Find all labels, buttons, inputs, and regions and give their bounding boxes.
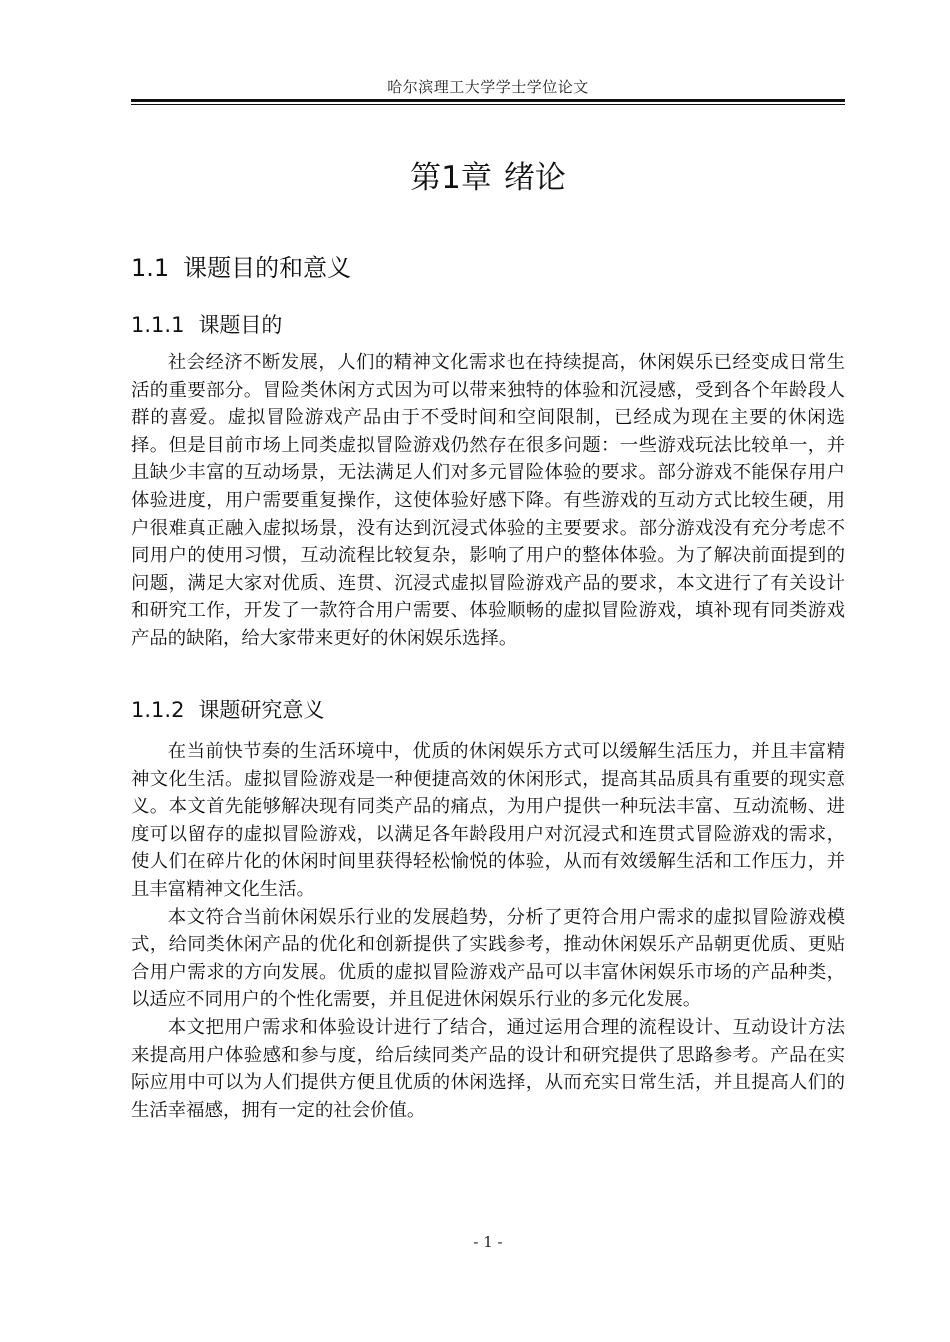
section-heading-1-1-1 (131, 309, 282, 339)
section-number: 1.1.2 (131, 698, 185, 722)
section-title: 课题研究意义 (198, 698, 325, 722)
chapter-number: 第1章 (410, 160, 492, 196)
section-number: 1.1.1 (131, 313, 185, 337)
section-heading-1-1-2 (131, 694, 324, 724)
body-paragraph: 本文符合当前休闲娱乐行业的发展趋势，分析了更符合用户需求的虚拟冒险游戏模式，给同类休闲产品的优化和创新提供了实践参考，推动休闲娱乐产品朝更优质、更贴合用户需求的方向发展。优质的虚拟冒险游戏产品可以丰富休闲娱乐市场的产品种类，以适应不同用户的个性化需要，并且促进休闲娱乐行业的多元化发展。 (131, 906, 845, 1011)
page-number: - 1 - (473, 1233, 503, 1251)
section-body-1-1-1 (131, 349, 845, 653)
running-header: 哈尔滨理工大学学士学位论文 (387, 78, 589, 96)
header-rule-thick (131, 99, 845, 102)
chapter-name: 绪论 (503, 160, 566, 196)
section-title: 课题目的 (198, 313, 283, 337)
section-number: 1.1 (131, 254, 170, 282)
section-body-1-1-2 (131, 738, 845, 1124)
body-paragraph: 社会经济不断发展，人们的精神文化需求也在持续提高，休闲娱乐已经变成日常生活的重要部分。冒险类休闲方式因为可以带来独特的体验和沉浸感，受到各个年龄段人群的喜爱。虚拟冒险游戏产品由于不受时间和空间限制，已经成为现在主要的休闲选择。但是目前市场上同类虚拟冒险游戏仍然存在很多问题：一些游戏玩法比较单一，并且缺少丰富的互动场景，无法满足人们对多元冒险体验的要求。部分游戏不能保存用户体验进度，用户需要重复操作，这使体验好感下降。有些游戏的互动方式比较生硬，用户很难真正融入虚拟场景，没有达到沉浸式体验的主要要求。部分游戏没有充分考虑不同用户的使用习惯，互动流程比较复杂，影响了用户的整体体验。为了解决前面提到的问题，满足大家对优质、连贯、沉浸式虚拟冒险游戏产品的要求，本文进行了有关设计和研究工作，开发了一款符合用户需要、体验顺畅的虚拟冒险游戏，填补现有同类游戏产品的缺陷，给大家带来更好的休闲娱乐选择。 (131, 352, 845, 649)
section-heading-1-1 (131, 248, 351, 283)
header-rule-thin (131, 104, 845, 105)
body-paragraph: 在当前快节奏的生活环境中，优质的休闲娱乐方式可以缓解生活压力，并且丰富精神文化生活。虚拟冒险游戏是一种便捷高效的休闲形式，提高其品质具有重要的现实意义。本文首先能够解决现有同类产品的痛点，为用户提供一种玩法丰富、互动流畅、进度可以留存的虚拟冒险游戏，以满足各年龄段用户对沉浸式和连贯式冒险游戏的需求，使人们在碎片化的休闲时间里获得轻松愉悦的体验，从而有效缓解生活和工作压力，并且丰富精神文化生活。 (131, 741, 845, 900)
body-paragraph: 本文把用户需求和体验设计进行了结合，通过运用合理的流程设计、互动设计方法来提高用户体验感和参与度，给后续同类产品的设计和研究提供了思路参考。产品在实际应用中可以为人们提供方便且优质的休闲选择，从而充实日常生活，并且提高人们的生活幸福感，拥有一定的社会价值。 (131, 1016, 845, 1121)
chapter-title (131, 152, 845, 197)
section-title: 课题目的和意义 (183, 254, 352, 282)
